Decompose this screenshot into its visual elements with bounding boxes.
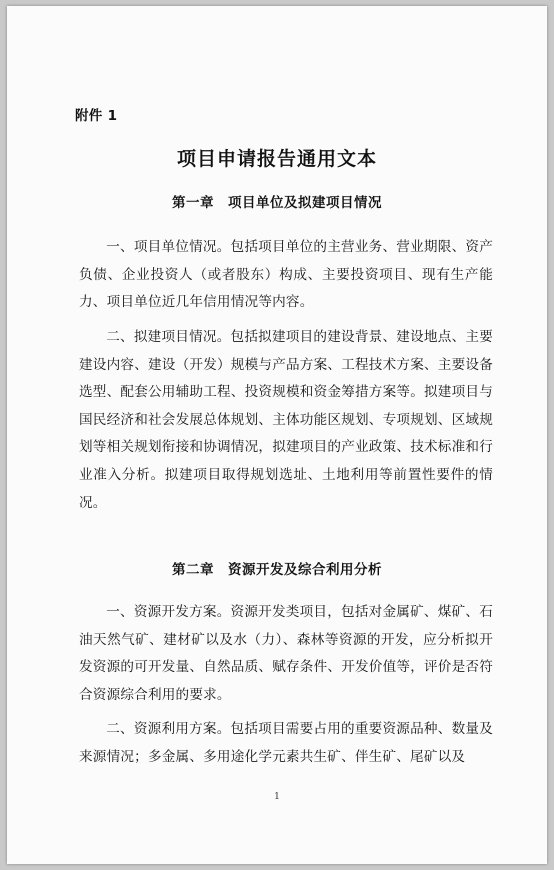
chapter-number: 第二章 xyxy=(172,562,214,578)
attachment-label: 附件 1 xyxy=(75,108,118,124)
chapter-heading-1 xyxy=(7,191,547,211)
paragraph: 二、资源利用方案。包括项目需要占用的重要资源品种、数量及来源情况；多金属、多用途化学元素共生矿、伴生矿、尾矿以及 xyxy=(79,721,493,765)
paragraph: 二、拟建项目情况。包括拟建项目的建设背景、建设地点、主要建设内容、建设（开发）规模与产品方案、工程技术方案、主要设备选型、配套公用辅助工程、投资规模和资金筹措方案等。拟建项目与国民经济和社会发展总体规划、主体功能区规划、专项规划、区域规划等相关规划衔接和协调情况，拟建项目的产业政策、技术标准和行业准入分析。拟建项目取得规划选址、土地利用等前置性要件的情况。 xyxy=(79,329,493,511)
chapter-heading-2 xyxy=(7,558,547,578)
document-page xyxy=(7,6,547,864)
paragraph: 一、项目单位情况。包括项目单位的主营业务、营业期限、资产负债、企业投资人（或者股东）构成、主要投资项目、现有生产能力、项目单位近几年信用情况等内容。 xyxy=(79,239,493,311)
chapter-title: 资源开发及综合利用分析 xyxy=(228,562,382,578)
chapter-number: 第一章 xyxy=(172,195,214,211)
paragraph: 一、资源开发方案。资源开发类项目，包括对金属矿、煤矿、石油天然气矿、建材矿以及水（力）、森林等资源的开发，应分析拟开发资源的可开发量、自然品质、赋存条件、开发价值等，评价是否符合资源综合利用的要求。 xyxy=(79,604,493,703)
chapter-title: 项目单位及拟建项目情况 xyxy=(228,195,382,211)
page-number: 1 xyxy=(274,792,280,802)
document-title: 项目申请报告通用文本 xyxy=(176,148,377,170)
